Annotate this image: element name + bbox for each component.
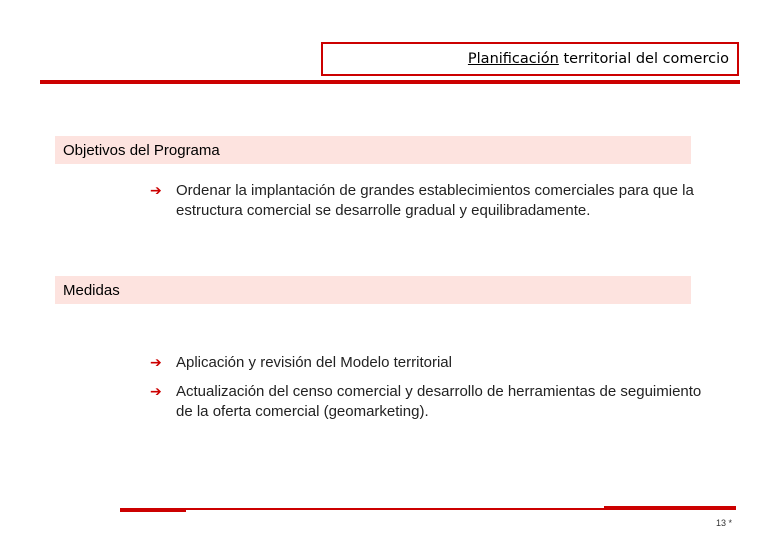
section-header-objetivos: [55, 136, 691, 164]
section-header-medidas: [55, 276, 691, 304]
footer-divider-accent-left: [120, 510, 186, 512]
page-number: 13 *: [715, 518, 732, 528]
arrow-right-icon: ➔: [150, 384, 162, 400]
header-box: [321, 42, 739, 76]
bullet-item: [150, 353, 710, 373]
arrow-right-icon: ➔: [150, 355, 162, 371]
bullet-item: [150, 181, 710, 221]
slide-title-underlined: Planificación: [467, 51, 559, 67]
slide-title: [323, 44, 737, 74]
footer-divider-accent-right: [604, 506, 736, 508]
footer-divider: [120, 508, 736, 510]
bullet-text: Aplicación y revisión del Modelo territorial: [176, 354, 452, 371]
slide-title-rest: territorial del comercio: [558, 51, 729, 67]
bullet-text: Actualización del censo comercial y desarrollo de herramientas de seguimiento de la oferta comercial (geomarketing).: [176, 383, 702, 420]
section-title: Medidas: [63, 281, 120, 299]
bullet-item: [150, 382, 710, 422]
arrow-right-icon: ➔: [150, 183, 162, 199]
header-divider: [40, 80, 740, 84]
bullet-text: Ordenar la implantación de grandes establecimientos comerciales para que la estructura comercial se desarrolle gradual y equilibradamente.: [176, 182, 694, 219]
section-title: Objetivos del Programa: [63, 141, 220, 159]
